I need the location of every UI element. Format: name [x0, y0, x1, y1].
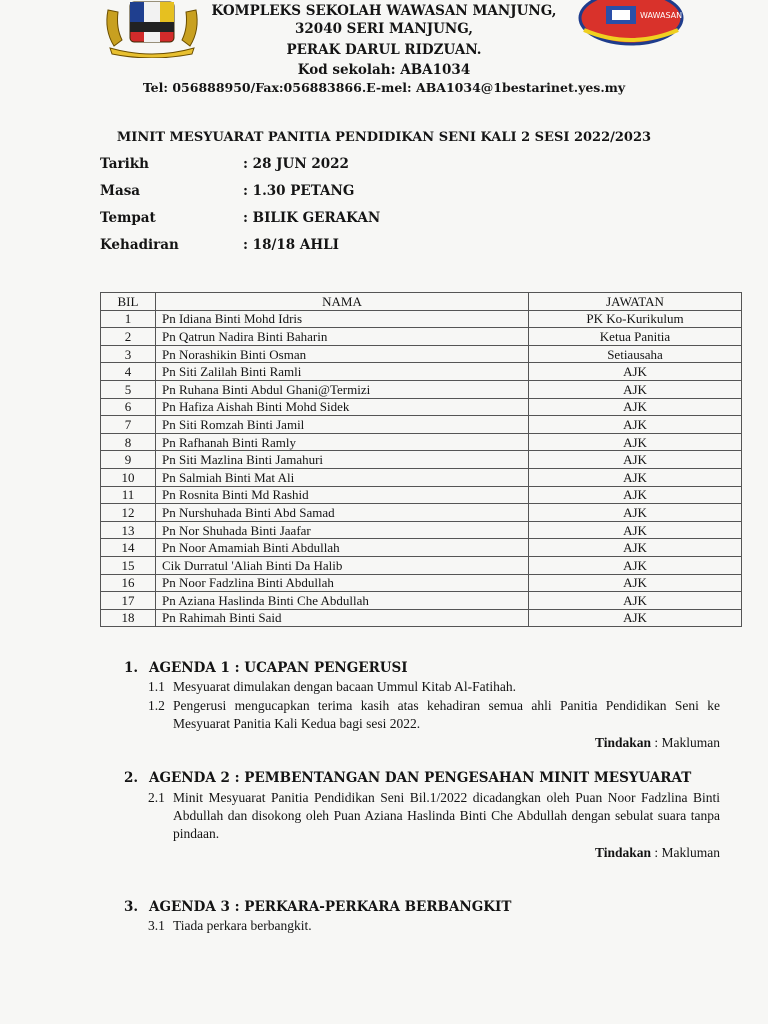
item-text: Minit Mesyuarat Panitia Pendidikan Seni Bil.1/2022 dicadangkan oleh Puan Noor Fadzlina Binti Abdullah dan disokong oleh Puan Aziana Haslinda Binti Che Abdullah dengan sebulat suara tanpa pindaan.: [173, 790, 720, 841]
member-name-cell: Cik Durratul 'Aliah Binti Da Halib: [156, 556, 529, 574]
member-role-cell: AJK: [529, 433, 742, 451]
header-state: PERAK DARUL RIDZUAN.: [286, 42, 482, 58]
member-name-cell: Pn Noor Fadzlina Binti Abdullah: [156, 574, 529, 592]
member-role-cell: AJK: [529, 451, 742, 469]
meta-value: : 28 JUN 2022: [243, 156, 349, 172]
member-role-cell: Ketua Panitia: [529, 328, 742, 346]
table-row: [101, 451, 742, 469]
member-name-cell: Pn Aziana Haslinda Binti Che Abdullah: [156, 592, 529, 610]
agenda-number: 2.: [124, 770, 139, 786]
action-label: Tindakan: [594, 735, 651, 750]
letterhead: [0, 0, 768, 100]
member-role-cell: AJK: [529, 539, 742, 557]
table-row: [101, 328, 742, 346]
row-number-cell: 16: [101, 574, 156, 592]
item-text: Pengerusi mengucapkan terima kasih atas kehadiran semua ahli Panitia Pendidikan Seni ke Mesyuarat Panitia Kali Kedua bagi sesi 2022.: [173, 698, 720, 731]
table-row: [101, 363, 742, 381]
school-logo-text: WAWASAN: [640, 11, 683, 20]
member-name-cell: Pn Hafiza Aishah Binti Mohd Sidek: [156, 398, 529, 416]
table-row: [101, 416, 742, 434]
header-school-complex: KOMPLEKS SEKOLAH WAWASAN MANJUNG,: [211, 3, 557, 19]
table-row: [101, 504, 742, 522]
table-row: [101, 310, 742, 328]
row-number-cell: 18: [101, 609, 156, 627]
agenda-3-item-1: [148, 917, 720, 935]
member-name-cell: Pn Siti Mazlina Binti Jamahuri: [156, 451, 529, 469]
meta-value: : 18/18 AHLI: [243, 237, 339, 253]
row-number-cell: 17: [101, 592, 156, 610]
row-number-cell: 8: [101, 433, 156, 451]
member-role-cell: Setiausaha: [529, 345, 742, 363]
header-school-code: Kod sekolah: ABA1034: [297, 62, 471, 78]
header-contact: Tel: 056888950/Fax:056883866.E-mel: ABA1034@1bestarinet.yes.my: [142, 80, 626, 95]
table-row: [101, 539, 742, 557]
col-header-bil: BIL: [101, 293, 156, 311]
table-row: [101, 468, 742, 486]
attendance-body: [101, 310, 742, 627]
table-row: [101, 398, 742, 416]
member-name-cell: Pn Noor Amamiah Binti Abdullah: [156, 539, 529, 557]
member-role-cell: AJK: [529, 592, 742, 610]
agenda-title: AGENDA 2 : PEMBENTANGAN DAN PENGESAHAN MINIT MESYUARAT: [149, 770, 692, 786]
agenda-1-item-1: [148, 678, 720, 696]
member-name-cell: Pn Nor Shuhada Binti Jaafar: [156, 521, 529, 539]
agenda-2-action: [595, 845, 720, 861]
member-name-cell: Pn Idiana Binti Mohd Idris: [156, 310, 529, 328]
meta-label: Tempat: [100, 210, 156, 226]
member-role-cell: AJK: [529, 609, 742, 627]
member-name-cell: Pn Rafhanah Binti Ramly: [156, 433, 529, 451]
agenda-1-heading: [124, 660, 408, 676]
member-name-cell: Pn Siti Romzah Binti Jamil: [156, 416, 529, 434]
meta-row-time: [100, 183, 354, 199]
meta-label: Masa: [100, 183, 141, 199]
meta-row-venue: [100, 210, 380, 226]
table-row: [101, 592, 742, 610]
row-number-cell: 13: [101, 521, 156, 539]
member-name-cell: Pn Salmiah Binti Mat Ali: [156, 468, 529, 486]
member-role-cell: AJK: [529, 486, 742, 504]
row-number-cell: 11: [101, 486, 156, 504]
row-number-cell: 4: [101, 363, 156, 381]
table-row: [101, 433, 742, 451]
action-value: : Makluman: [654, 735, 720, 750]
header-postcode: 32040 SERI MANJUNG,: [295, 21, 473, 37]
member-role-cell: AJK: [529, 504, 742, 522]
table-row: [101, 486, 742, 504]
attendance-header-row: [101, 293, 742, 311]
row-number-cell: 7: [101, 416, 156, 434]
row-number-cell: 3: [101, 345, 156, 363]
member-name-cell: Pn Rahimah Binti Said: [156, 609, 529, 627]
member-name-cell: Pn Rosnita Binti Md Rashid: [156, 486, 529, 504]
agenda-3-heading: [124, 899, 511, 915]
table-row: [101, 380, 742, 398]
member-role-cell: AJK: [529, 416, 742, 434]
row-number-cell: 2: [101, 328, 156, 346]
item-text: Mesyuarat dimulakan dengan bacaan Ummul Kitab Al-Fatihah.: [173, 679, 517, 694]
agenda-title: AGENDA 3 : PERKARA-PERKARA BERBANGKIT: [149, 899, 512, 915]
member-name-cell: Pn Nurshuhada Binti Abd Samad: [156, 504, 529, 522]
item-number: 1.1: [148, 679, 165, 694]
member-name-cell: Pn Qatrun Nadira Binti Baharin: [156, 328, 529, 346]
member-role-cell: AJK: [529, 363, 742, 381]
item-number: 2.1: [148, 790, 165, 805]
meta-label: Tarikh: [100, 156, 149, 172]
row-number-cell: 6: [101, 398, 156, 416]
row-number-cell: 5: [101, 380, 156, 398]
item-number: 1.2: [148, 698, 165, 713]
item-text: Tiada perkara berbangkit.: [173, 918, 312, 933]
agenda-number: 1.: [124, 660, 139, 676]
document-title: MINIT MESYUARAT PANITIA PENDIDIKAN SENI KALI 2 SESI 2022/2023: [116, 130, 652, 145]
agenda-1-item-2: [148, 697, 720, 733]
agenda-number: 3.: [124, 899, 139, 915]
table-row: [101, 574, 742, 592]
member-role-cell: AJK: [529, 468, 742, 486]
table-row: [101, 556, 742, 574]
member-role-cell: AJK: [529, 521, 742, 539]
row-number-cell: 12: [101, 504, 156, 522]
meta-value: : BILIK GERAKAN: [243, 210, 381, 226]
action-value: : Makluman: [654, 845, 720, 860]
agenda-title: AGENDA 1 : UCAPAN PENGERUSI: [149, 660, 408, 676]
col-header-jawatan: JAWATAN: [529, 293, 742, 311]
meta-label: Kehadiran: [100, 237, 179, 253]
meta-value: : 1.30 PETANG: [243, 183, 355, 199]
item-number: 3.1: [148, 918, 165, 933]
member-name-cell: Pn Siti Zalilah Binti Ramli: [156, 363, 529, 381]
row-number-cell: 15: [101, 556, 156, 574]
row-number-cell: 10: [101, 468, 156, 486]
attendance-table: [100, 292, 742, 627]
table-row: [101, 521, 742, 539]
member-name-cell: Pn Ruhana Binti Abdul Ghani@Termizi: [156, 380, 529, 398]
meta-row-date: [100, 156, 349, 172]
table-row: [101, 345, 742, 363]
member-role-cell: AJK: [529, 398, 742, 416]
action-label: Tindakan: [594, 845, 651, 860]
col-header-nama: NAMA: [156, 293, 529, 311]
member-role-cell: AJK: [529, 574, 742, 592]
table-row: [101, 609, 742, 627]
row-number-cell: 1: [101, 310, 156, 328]
agenda-2-heading: [124, 770, 691, 786]
member-role-cell: AJK: [529, 556, 742, 574]
agenda-2-item-1: [148, 789, 720, 843]
row-number-cell: 9: [101, 451, 156, 469]
member-name-cell: Pn Norashikin Binti Osman: [156, 345, 529, 363]
member-role-cell: AJK: [529, 380, 742, 398]
member-role-cell: PK Ko-Kurikulum: [529, 310, 742, 328]
agenda-1-action: [595, 735, 720, 751]
row-number-cell: 14: [101, 539, 156, 557]
meta-row-attendance: [100, 237, 339, 253]
